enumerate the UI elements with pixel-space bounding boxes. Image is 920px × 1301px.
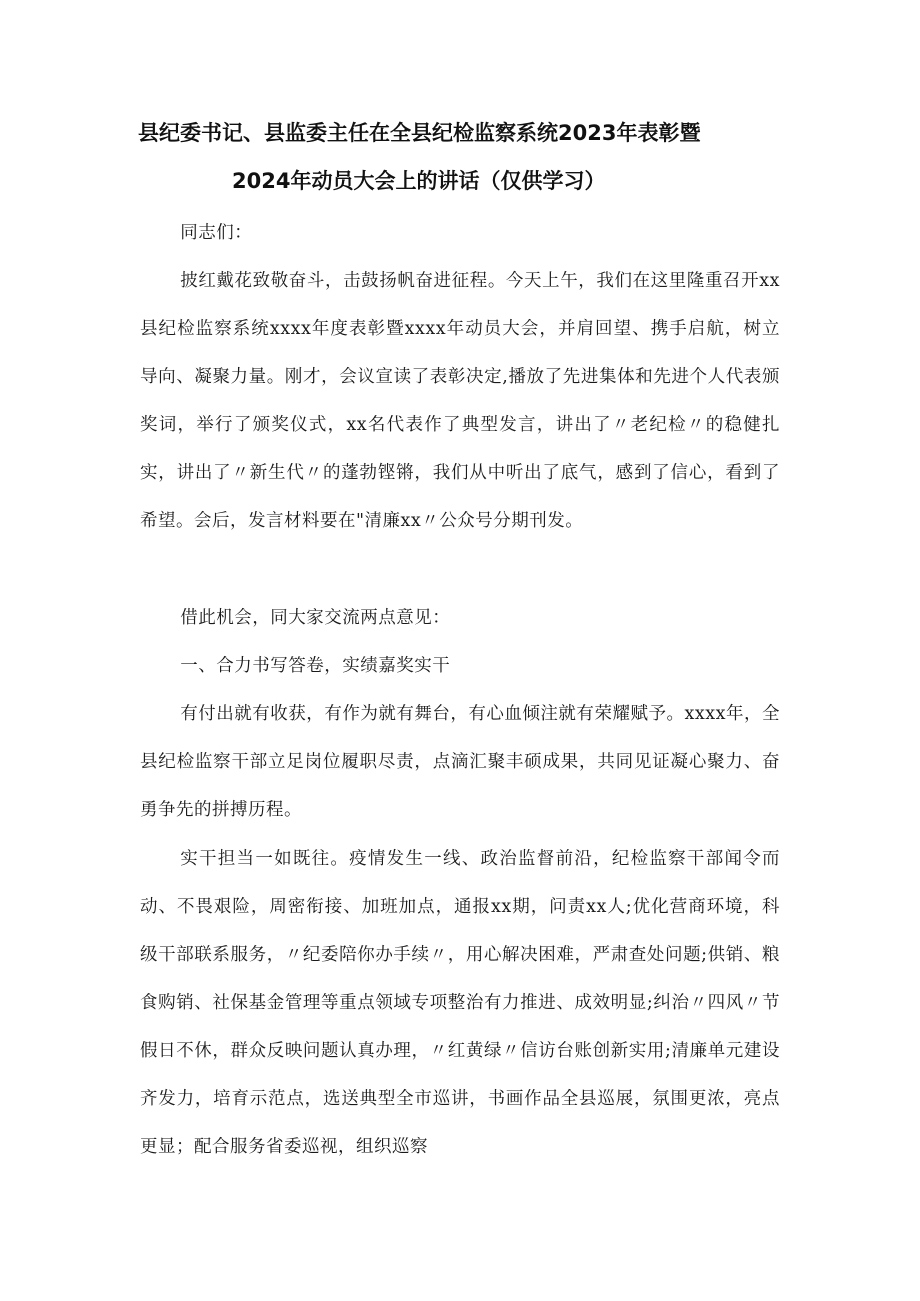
paragraph-3: [140, 690, 780, 834]
greeting: [140, 209, 780, 257]
paragraph-4-text: 实干担当一如既往。疫情发生一线、政治监督前沿，纪检监察干部闻令而动、不畏艰险，周密衔接、加班加点，通报xx期，问责xx人;优化营商环境，科级干部联系服务，〃纪委陪你办手续〃，用心解决困难，严肃查处问题;供销、粮食购销、社保基金管理等重点领域专项整治有力推进、成效明显;纠治〃四风〃节假日不休，群众反映问题认真办理，〃红黄绿〃信访台账创新实用;清廉单元建设齐发力，培育示范点，选送典型全市巡讲，书画作品全县巡展，氛围更浓，亮点更显；配合服务省委巡视，组织巡察: [140, 849, 780, 1157]
paragraph-1-text: 披红戴花致敬奋斗，击鼓扬帆奋进征程。今天上午，我们在这里隆重召开xx县纪检监察系统xxxx年度表彰暨xxxx年动员大会，并肩回望、携手启航，树立导向、凝聚力量。刚才，会议宣读了表彰决定,播放了先进集体和先进个人代表颁奖词，举行了颁奖仪式，xx名代表作了典型发言，讲出了〃老纪检〃的稳健扎实，讲出了〃新生代〃的蓬勃铿锵，我们从中听出了底气，感到了信心，看到了希望。会后，发言材料要在"清廉xx〃公众号分期刊发。: [140, 271, 780, 531]
paragraph-2-text: 借此机会，同大家交流两点意见：: [180, 608, 451, 628]
paragraph-3-text: 有付出就有收获，有作为就有舞台，有心血倾注就有荣耀赋予。xxxx年，全县纪检监察干部立足岗位履职尽责，点滴汇聚丰硕成果，共同见证凝心聚力、奋勇争先的拼搏历程。: [140, 704, 780, 820]
paragraph-2: [140, 594, 780, 642]
greeting-text: 同志们：: [180, 223, 253, 243]
document-title-line-1: 县纪委书记、县监委主任在全县纪检监察系统2023年表彰暨: [138, 121, 701, 145]
paragraph-4: [140, 835, 780, 1171]
section-heading-1: [140, 642, 780, 690]
document-title-line-2: 2024年动员大会上的讲话（仅供学习）: [232, 169, 606, 193]
paragraph-1: [140, 257, 780, 545]
section-heading-1-text: 一、合力书写答卷，实绩嘉奖实干: [180, 656, 451, 676]
